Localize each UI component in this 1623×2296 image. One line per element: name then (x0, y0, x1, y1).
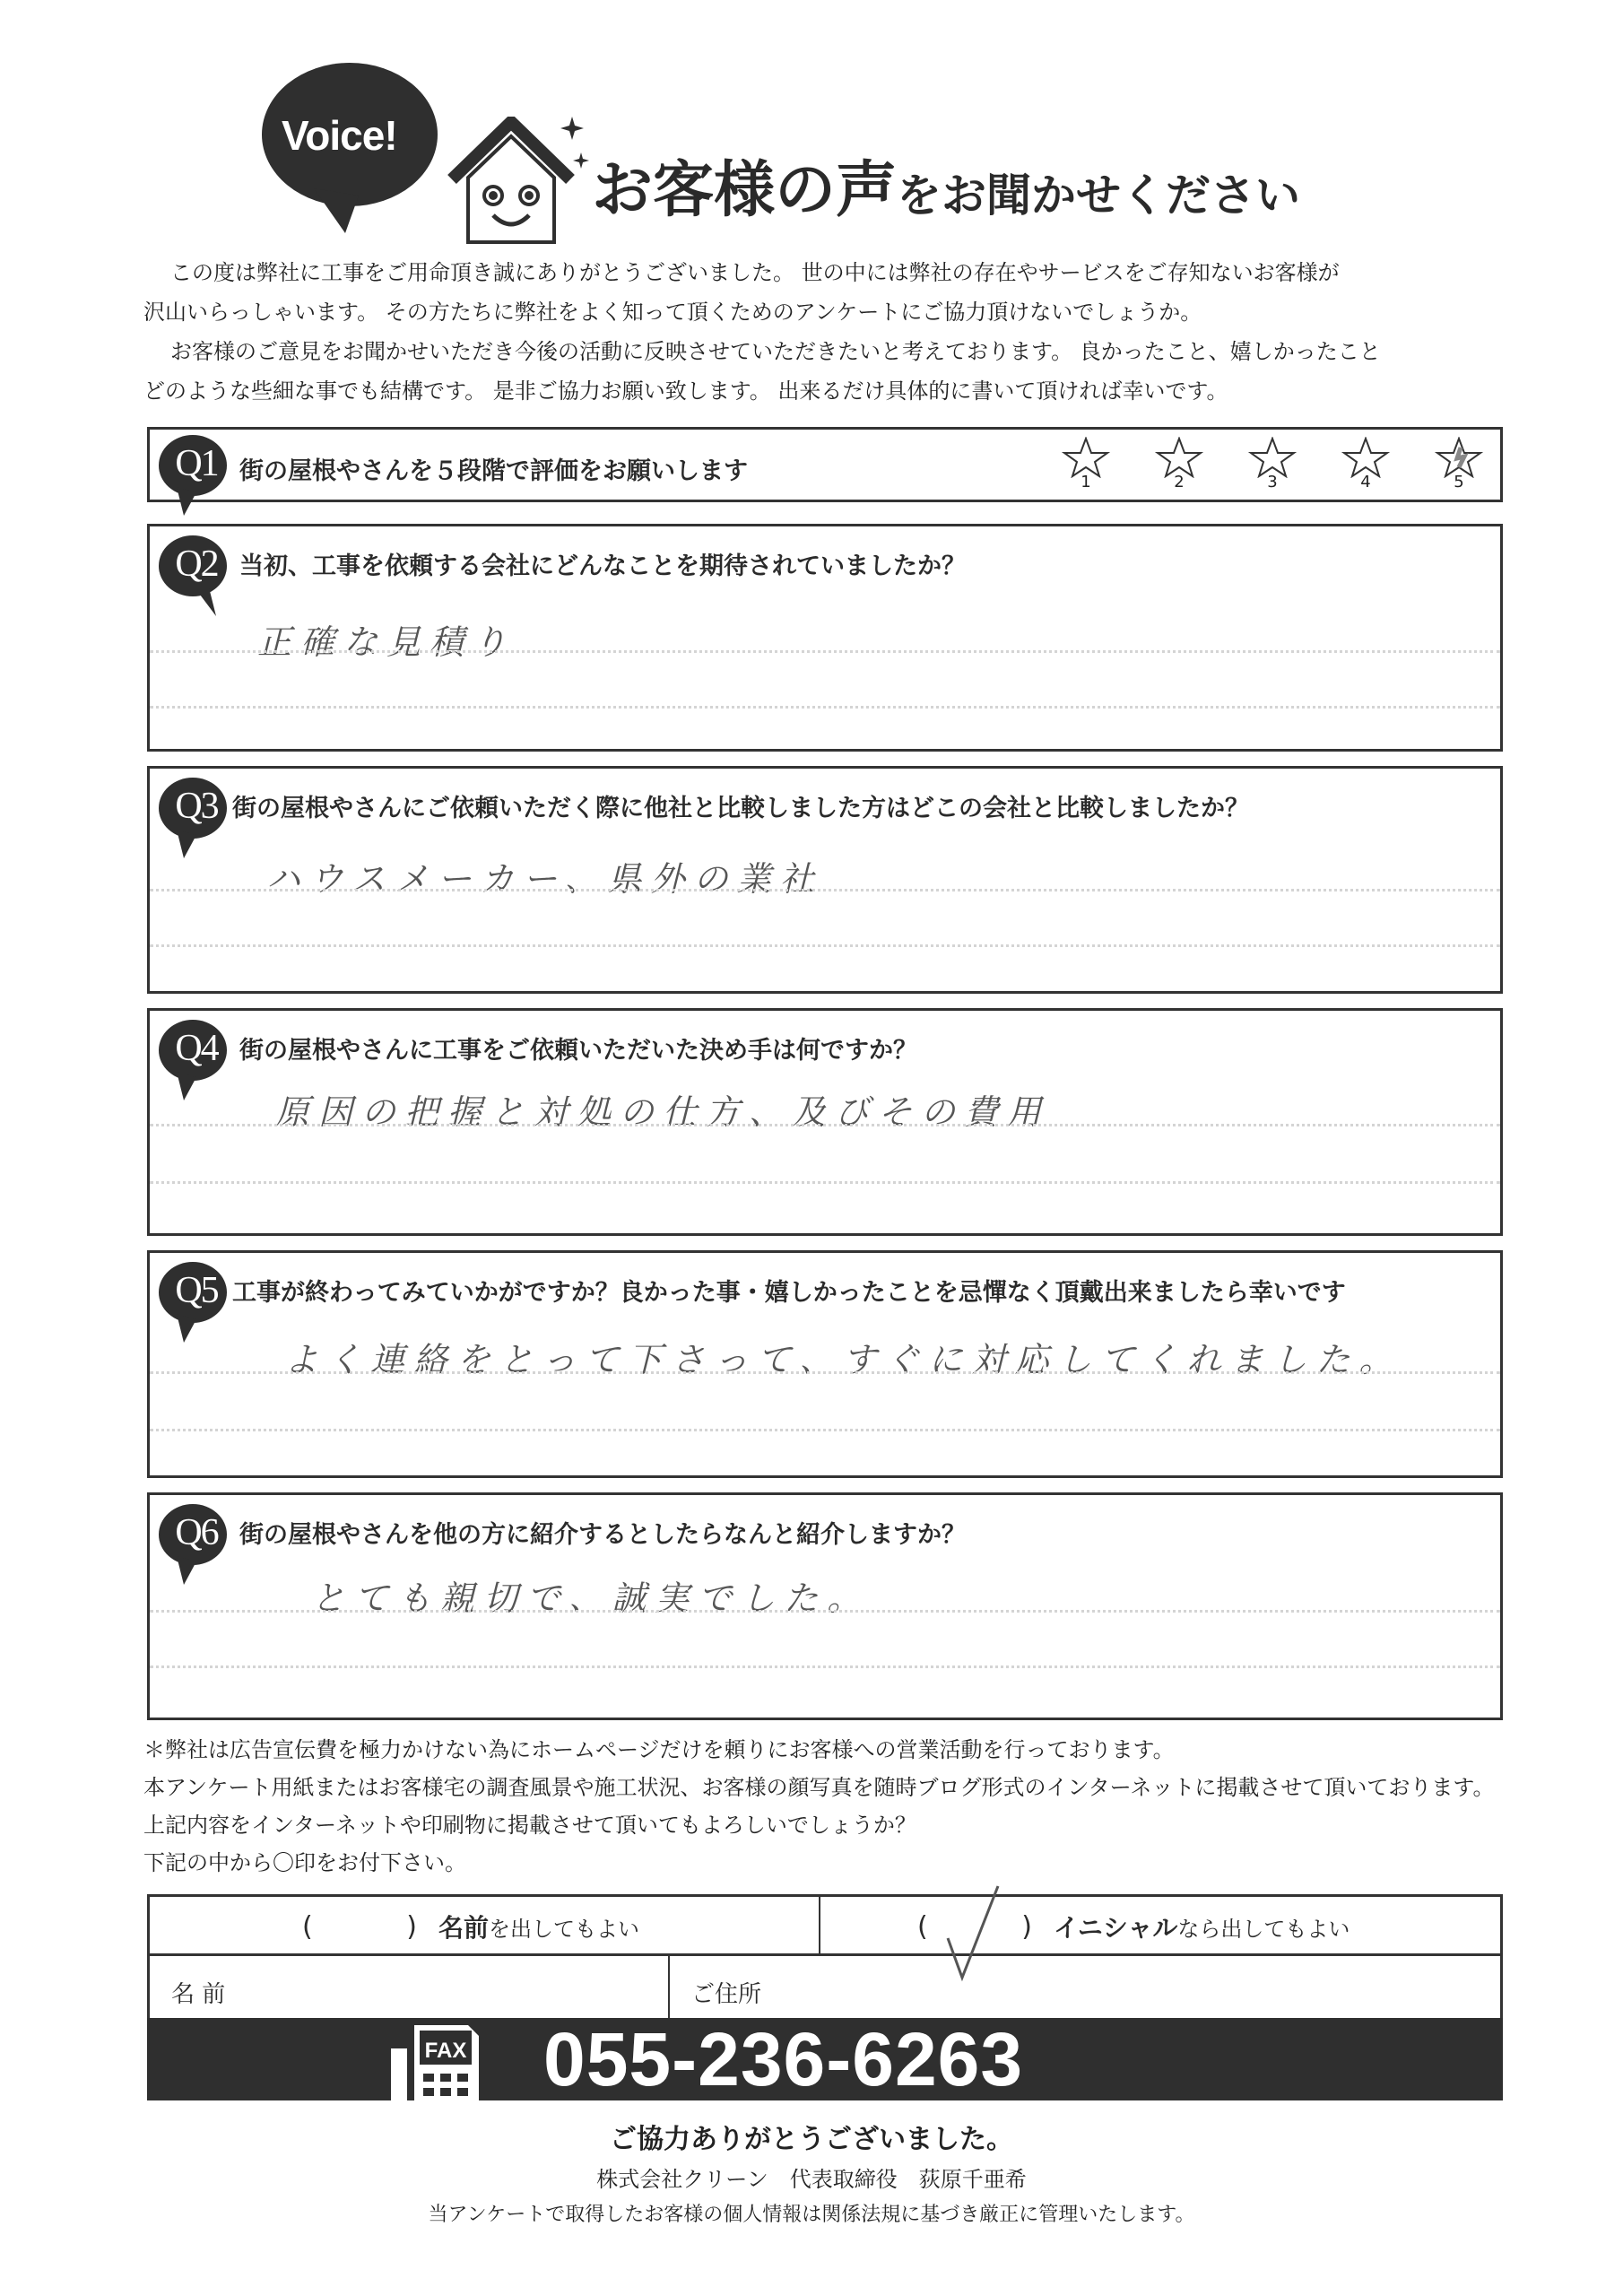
question-2-box (147, 524, 1503, 752)
question-text: 街の屋根やさんを５段階で評価をお願いします (239, 457, 748, 485)
rating-star-1[interactable] (1061, 437, 1111, 492)
checkbox-publish-initials[interactable] (917, 1911, 1032, 1943)
question-6-box (147, 1492, 1503, 1720)
intro-line: お客様のご意見をお聞かせいただき今後の活動に反映させていただきたいと考えております。 良かったこと、嬉しかったこと (170, 339, 1381, 364)
address-label: ご住所 (691, 1981, 762, 2008)
answer-text[interactable]: 正確な見積り (257, 622, 516, 662)
q-badge-label: Q6 (175, 1512, 218, 1553)
company-signature: 株式会社クリーン 代表取締役 荻原千亜希 (596, 2167, 1027, 2192)
survey-header (251, 63, 1381, 233)
rating-stars (1061, 437, 1484, 492)
question-text: 街の屋根やさんにご依頼いただく際に他社と比較しました方はどこの会社と比較しましたか？ (232, 795, 1249, 822)
notice-line: 下記の中から〇印をお付下さい。 (143, 1850, 466, 1875)
paren-close: ) (406, 1910, 417, 1943)
fax-banner (147, 2018, 1503, 2100)
question-4-box (147, 1008, 1503, 1236)
q-badge-icon (157, 433, 232, 496)
star-number: 2 (1174, 473, 1185, 491)
option-label-rest: なら出してもよい (1177, 1916, 1350, 1942)
question-3-box (147, 766, 1503, 994)
star-number: 5 (1454, 473, 1464, 491)
option-label-rest: を出してもよい (489, 1916, 640, 1942)
answer-line (150, 1124, 1500, 1126)
option-publish-name[interactable] (150, 1897, 820, 1956)
intro-paragraph (143, 253, 1506, 411)
question-text: 街の屋根やさんに工事をご依頼いただいた決め手は何ですか？ (239, 1037, 917, 1065)
rating-star-3[interactable] (1247, 437, 1298, 492)
answer-line (150, 1429, 1500, 1431)
question-text: 街の屋根やさんを他の方に紹介するとしたらなんと紹介しますか？ (239, 1521, 966, 1549)
fax-number[interactable]: 055-236-6263 (543, 2017, 1024, 2101)
paren-open: ( (917, 1910, 928, 1943)
q-badge-label: Q1 (175, 443, 218, 484)
voice-speech-bubble-icon (260, 63, 444, 229)
star-number: 1 (1081, 473, 1091, 491)
page-title (592, 142, 1300, 229)
fax-machine-icon (391, 2025, 490, 2100)
rating-star-2[interactable] (1154, 437, 1204, 492)
consent-options-row (150, 1897, 1500, 1956)
q-badge-icon (157, 1502, 232, 1565)
privacy-notice: 当アンケートで取得したお客様の個人情報は関係法規に基づき厳正に管理いたします。 (428, 2204, 1195, 2226)
intro-line: 沢山いらっしゃいます。 その方たちに弊社をよく知って頂くためのアンケートにご協力頂けないでしょうか。 (143, 300, 1202, 325)
intro-line: この度は弊社に工事をご用命頂き誠にありがとうございました。 世の中には弊社の存在やサービスをご存知ないお客様が (170, 260, 1340, 285)
q-badge-icon (157, 1260, 232, 1323)
star-number: 4 (1360, 473, 1371, 491)
name-label: 名 前 (171, 1981, 226, 2008)
q-badge-icon (157, 534, 232, 596)
option-label-bold: 名前 (438, 1913, 490, 1943)
answer-text[interactable]: ハウスメーカー、県外の業社 (266, 859, 823, 899)
notice-line: 本アンケート用紙またはお客様宅の調査風景や施工状況、お客様の顔写真を随時ブログ形式のインターネットに掲載させて頂いております。 (143, 1775, 1495, 1800)
rating-star-5-selected[interactable] (1434, 437, 1484, 492)
paren-close: ) (1021, 1910, 1032, 1943)
question-text: 工事が終わってみていかがですか？良かった事・嬉しかったことを忌憚なく頂戴出来ましたら幸いです (232, 1279, 1346, 1307)
q-badge-label: Q3 (175, 786, 218, 827)
notice-line: ＊弊社は広告宣伝費を極力かけない為にホームページだけを頼りにお客様への営業活動を行っております。 (143, 1737, 1175, 1762)
answer-line (150, 889, 1500, 891)
q-badge-label: Q4 (175, 1028, 218, 1069)
notice-line: 上記内容をインターネットや印刷物に掲載させて頂いてもよろしいでしょうか？ (143, 1813, 916, 1838)
checkbox-publish-name[interactable] (302, 1911, 417, 1943)
voice-badge-text: Voice! (282, 112, 397, 159)
question-5-box (147, 1250, 1503, 1478)
option-label-bold: イニシャル (1054, 1913, 1178, 1943)
answer-line (150, 650, 1500, 653)
answer-line (150, 706, 1500, 709)
answer-text[interactable]: よく連絡をとって下さって、すぐに対応してくれました。 (284, 1340, 1402, 1379)
svg-text:FAX: FAX (424, 2039, 467, 2063)
title-main-text: お客様の声 (592, 155, 898, 226)
rating-star-4[interactable] (1341, 437, 1391, 492)
publication-notice (143, 1731, 1524, 1882)
answer-line (150, 944, 1500, 947)
q-badge-icon (157, 1018, 232, 1081)
star-number: 3 (1267, 473, 1278, 491)
q-badge-label: Q2 (175, 544, 218, 585)
paren-open: ( (302, 1910, 313, 1943)
answer-line (150, 1181, 1500, 1184)
intro-line: どのような些細な事でも結構です。 是非ご協力お願い致します。 出来るだけ具体的に書いて頂ければ幸いです。 (143, 378, 1228, 404)
option-publish-initials[interactable] (820, 1897, 1500, 1956)
answer-text[interactable]: とても親切で、誠実でした。 (311, 1578, 871, 1618)
question-text: 当初、工事を依頼する会社にどんなことを期待されていましたか？ (239, 552, 966, 580)
smiling-house-icon (447, 117, 581, 242)
answer-text[interactable]: 原因の把握と対処の仕方、及びその費用 (275, 1092, 1051, 1132)
answer-line (150, 1371, 1500, 1374)
question-1-box (147, 427, 1503, 502)
thank-you-message: ご協力ありがとうございました。 (610, 2124, 1013, 2155)
title-sub-text: をお聞かせください (897, 170, 1301, 222)
answer-line (150, 1665, 1500, 1668)
q-badge-label: Q5 (175, 1270, 218, 1311)
answer-line (150, 1610, 1500, 1613)
q-badge-icon (157, 776, 232, 839)
